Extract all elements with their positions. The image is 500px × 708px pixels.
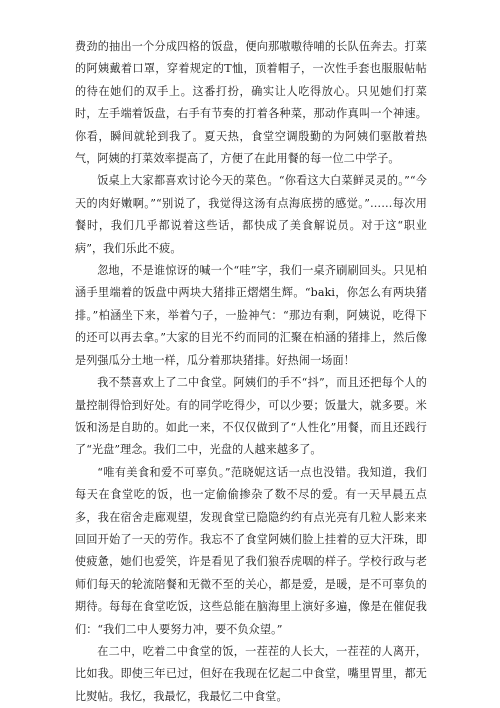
paragraph-table-talk: 饭桌上大家都喜欢讨论今天的菜色。“你看这大白菜鲜灵灵的。”“今天的肉好嫩啊。”“别说了，我觉得这汤有点海底捞的感觉。”……每次用餐时，我们几乎都说着这些话，都快成了美食解说员。对于这“职业病”，我们乐此不疲。 — [75, 174, 427, 255]
paragraph-love-and-food: “唯有美食和爱不可辜负。”范晓妮这话一点也没错。我知道，我们每天在食堂吃的饭，也一定偷偷掺杂了数不尽的爱。有一天早晨五点多，我在宿舍走廊观望，发现食堂已隐隐约约有点光亮有几粒人影来来回回开始了一天的劳作。我忘不了食堂阿姨们脸上挂着的豆大汗珠，即使疲惫，她们也爱笑，许是看见了我们狼吞虎咽的样子。学校行政与老师们每天的轮流陪餐和无微不至的关心，都是爱，是暖，是不可辜负的期待。每每在食堂吃饭，这些总能在脑海里上演好多遍，像是在催促我们：“我们二中人要努力冲，要不负众望。” — [75, 465, 427, 636]
document-page — [75, 36, 427, 708]
paragraph-cafeteria-queue: 费劲的抽出一个分成四格的饭盘，便向那嗷嗷待哺的长队伍奔去。打菜的阿姨戴着口罩，穿着规定的T恤，顶着帽子，一次性手套也服服帖帖的待在她们的双手上。这番打扮，确实让人吃得放心。只见她们打菜时，左手端着饭盘，右手有节奏的打着各种菜，那动作真叫一个神速。你看，瞬间就轮到我了。夏天热，食堂空调殷勤的为阿姨们驱散着热气，阿姨的打菜效率提高了，方便了在此用餐的每一位二中学子。 — [75, 40, 427, 166]
paragraph-pork-chop: 忽地，不是谁惊讶的喊一个“哇”字，我们一桌齐刷刷回头。只见柏涵手里端着的饭盘中两块大猪排正熠熠生辉。“baki，你怎么有两块猪排。”柏涵坐下来，举着勺子，一脸神气：“那边有剩，阿姨说，吃得下的还可以再去拿。”大家的目光不约而同的汇聚在柏涵的猪排上，然后像是列强瓜分土地一样，瓜分着那块猪排。好热闹一场面！ — [75, 264, 427, 367]
paragraph-closing: 在二中，吃着二中食堂的饭，一茬茬的人长大，一茬茬的人离开，比如我。即使三年已过，但好在我现在忆起二中食堂，嘴里胃里，都无比熨帖。我忆，我最忆，我最忆二中食堂。 — [75, 644, 427, 703]
paragraph-clean-plate: 我不禁喜欢上了二中食堂。阿姨们的手不“抖”，而且还把每个人的量控制得恰到好处。有的同学吃得少，可以少要；饭量大，就多要。米饭和汤是自助的。如此一来，不仅仅做到了“人性化”用餐，而且还践行了“光盘”理念。我们二中，光盘的人越来越多了。 — [75, 376, 427, 457]
